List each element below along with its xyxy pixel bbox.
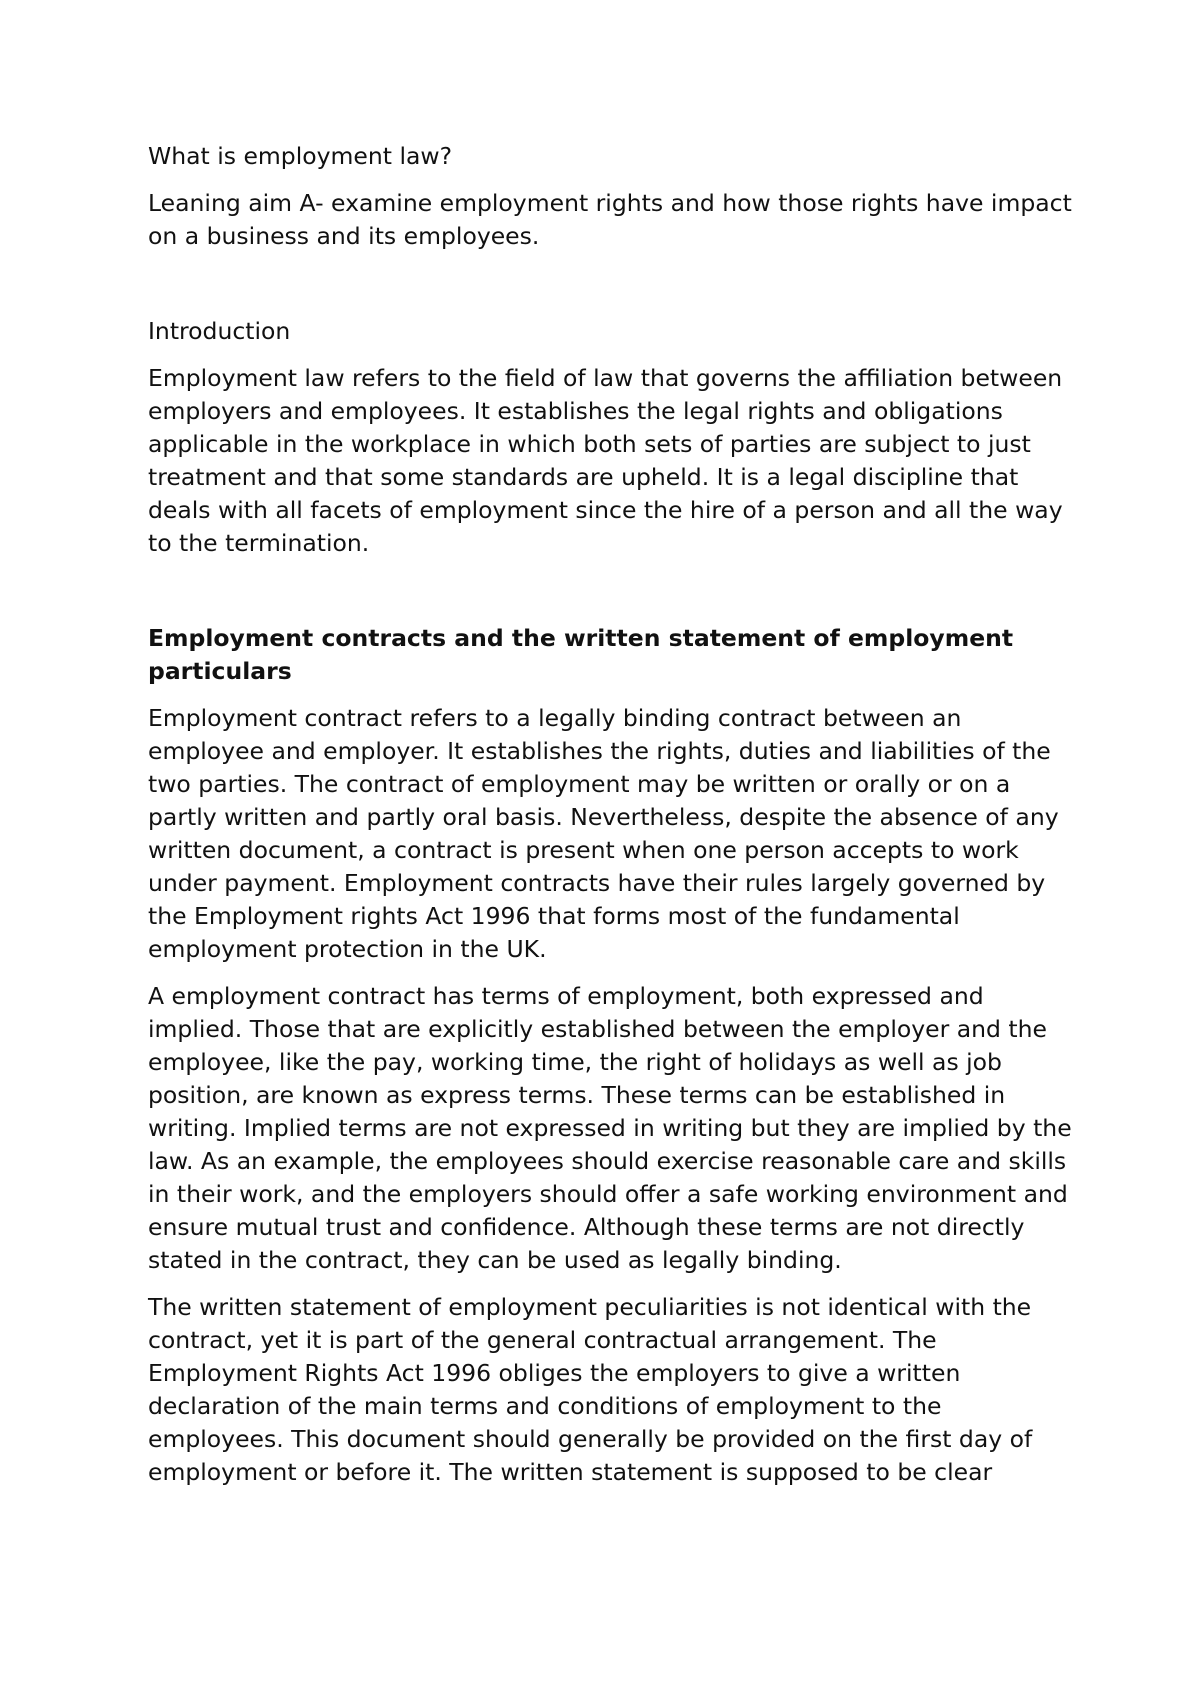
introduction-heading: Introduction xyxy=(148,317,291,345)
section-heading: Employment contracts and the written statement of employment particulars xyxy=(148,624,1014,685)
document-body xyxy=(148,140,1078,1503)
learning-aim: Leaning aim A- examine employment rights and how those rights have impact on a business and its employees. xyxy=(148,189,1072,250)
introduction-paragraph: Employment law refers to the field of law that governs the affiliation between employers and employees. It establishes the legal rights and obligations applicable in the workplace in which both sets of parties are subject to just treatment and that some standards are upheld. It is a legal discipline that deals with all facets of employment since the hire of a person and all the way to the termination. xyxy=(148,364,1063,557)
document-title: What is employment law? xyxy=(148,142,453,170)
body-paragraph: The written statement of employment peculiarities is not identical with the contract, yet it is part of the general contractual arrangement. The Employment Rights Act 1996 obliges the employers to give a written declaration of the main terms and conditions of employment to the employees. This document should generally be provided on the first day of employment or before it. The written statement is supposed to be clear xyxy=(148,1293,1033,1486)
body-paragraph: Employment contract refers to a legally binding contract between an employee and employer. It establishes the rights, duties and liabilities of the two parties. The contract of employment may be written or orally or on a partly written and partly oral basis. Nevertheless, despite the absence of any written document, a contract is present when one person accepts to work under payment. Employment contracts have their rules largely governed by the Employment rights Act 1996 that forms most of the fundamental employment protection in the UK. xyxy=(148,704,1059,963)
body-paragraph: A employment contract has terms of employment, both expressed and implied. Those that are explicitly established between the employer and the employee, like the pay, working time, the right of holidays as well as job position, are known as express terms. These terms can be established in writing. Implied terms are not expressed in writing but they are implied by the law. As an example, the employees should exercise reasonable care and skills in their work, and the employers should offer a safe working environment and ensure mutual trust and confidence. Although these terms are not directly stated in the contract, they can be used as legally binding. xyxy=(148,982,1072,1274)
